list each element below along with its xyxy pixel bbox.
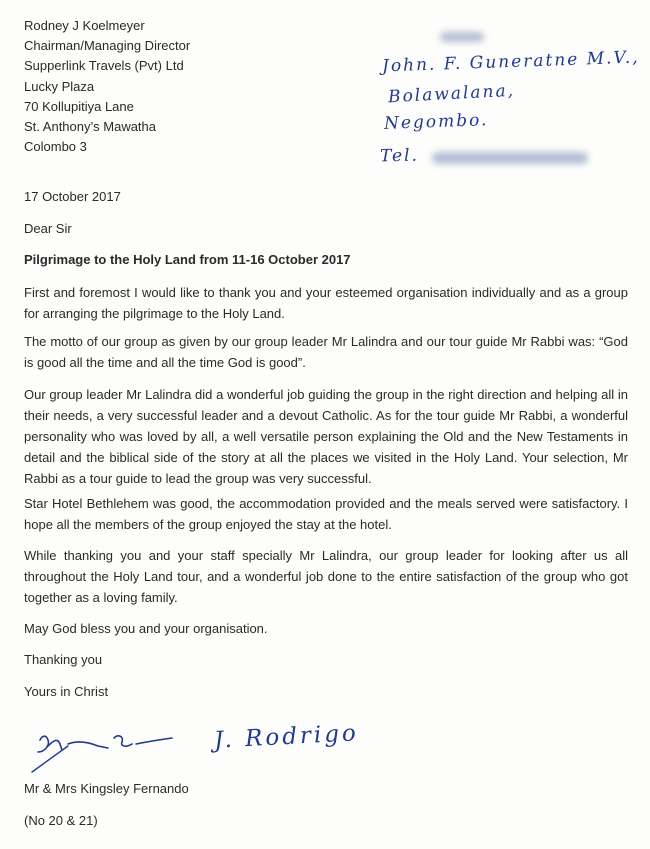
body-paragraph-1: First and foremost I would like to thank you and your esteemed organisation individually and as a group for arranging the pilgrimage to the Holy Land. (24, 285, 628, 321)
redacted-phone-number (432, 152, 588, 164)
body-paragraph-5: While thanking you and your staff specially Mr Lalindra, our group leader for looking after us all throughout the Holy Land tour, and a wonderful job done to the entire satisfaction of the group who got together as a loving family. (24, 548, 628, 605)
sender-title: Chairman/Managing Director (24, 38, 191, 54)
body-paragraph-6: May God bless you and your organisation. (24, 621, 268, 636)
redacted-house-number (440, 32, 484, 42)
closing-thanks: Thanking you (24, 652, 103, 667)
body-paragraph-4: Star Hotel Bethlehem was good, the accommodation provided and the meals served were satisfactory. I hope all the members of the group enjoyed the stay at the hotel. (24, 496, 628, 532)
room-numbers-note: (No 20 & 21) (24, 813, 98, 828)
valediction: Yours in Christ (24, 684, 109, 699)
handwritten-line-3: Negombo. (383, 110, 489, 134)
sender-road: St. Anthony’s Mawatha (24, 119, 157, 135)
sender-street: 70 Kollupitiya Lane (24, 98, 134, 114)
handwritten-line-2: Bolawalana, (387, 80, 516, 108)
body-paragraph-2: The motto of our group as given by our group leader Mr Lalindra and our tour guide Mr Rabbi was: “God is good all the time and all the time God is good”. (24, 334, 628, 370)
sender-building: Lucky Plaza (24, 78, 95, 94)
sender-city: Colombo 3 (24, 139, 87, 155)
salutation: Dear Sir (24, 221, 72, 236)
sender-name: Rodney J Koelmeyer (24, 18, 145, 33)
scribbled-signature (28, 726, 178, 776)
handwritten-tel-label: Tel. (379, 145, 420, 167)
signatory-names: Mr & Mrs Kingsley Fernando (24, 781, 189, 796)
handwritten-signature: J. Rodrigo (213, 720, 360, 754)
letter-date: 17 October 2017 (24, 189, 121, 204)
body-paragraph-3: Our group leader Mr Lalindra did a wonderful job guiding the group in the right direction and helping all in their needs, a very successful leader and a devout Catholic. As for the tour guide Mr Rabbi, a wonderful personality who was loved by all, a well versatile person explaining the Old and the New Testaments in detail and the biblical side of the story at all the places we visited in the Holy Land. Your selection, Mr Rabbi as a tour guide to lead the group was very successful. (24, 387, 628, 486)
subject-line: Pilgrimage to the Holy Land from 11-16 October 2017 (24, 252, 351, 267)
handwritten-line-1: John. F. Guneratne M.V., (381, 47, 640, 77)
sender-company: Supperlink Travels (Pvt) Ltd (24, 58, 184, 74)
sender-address-block (24, 16, 190, 157)
